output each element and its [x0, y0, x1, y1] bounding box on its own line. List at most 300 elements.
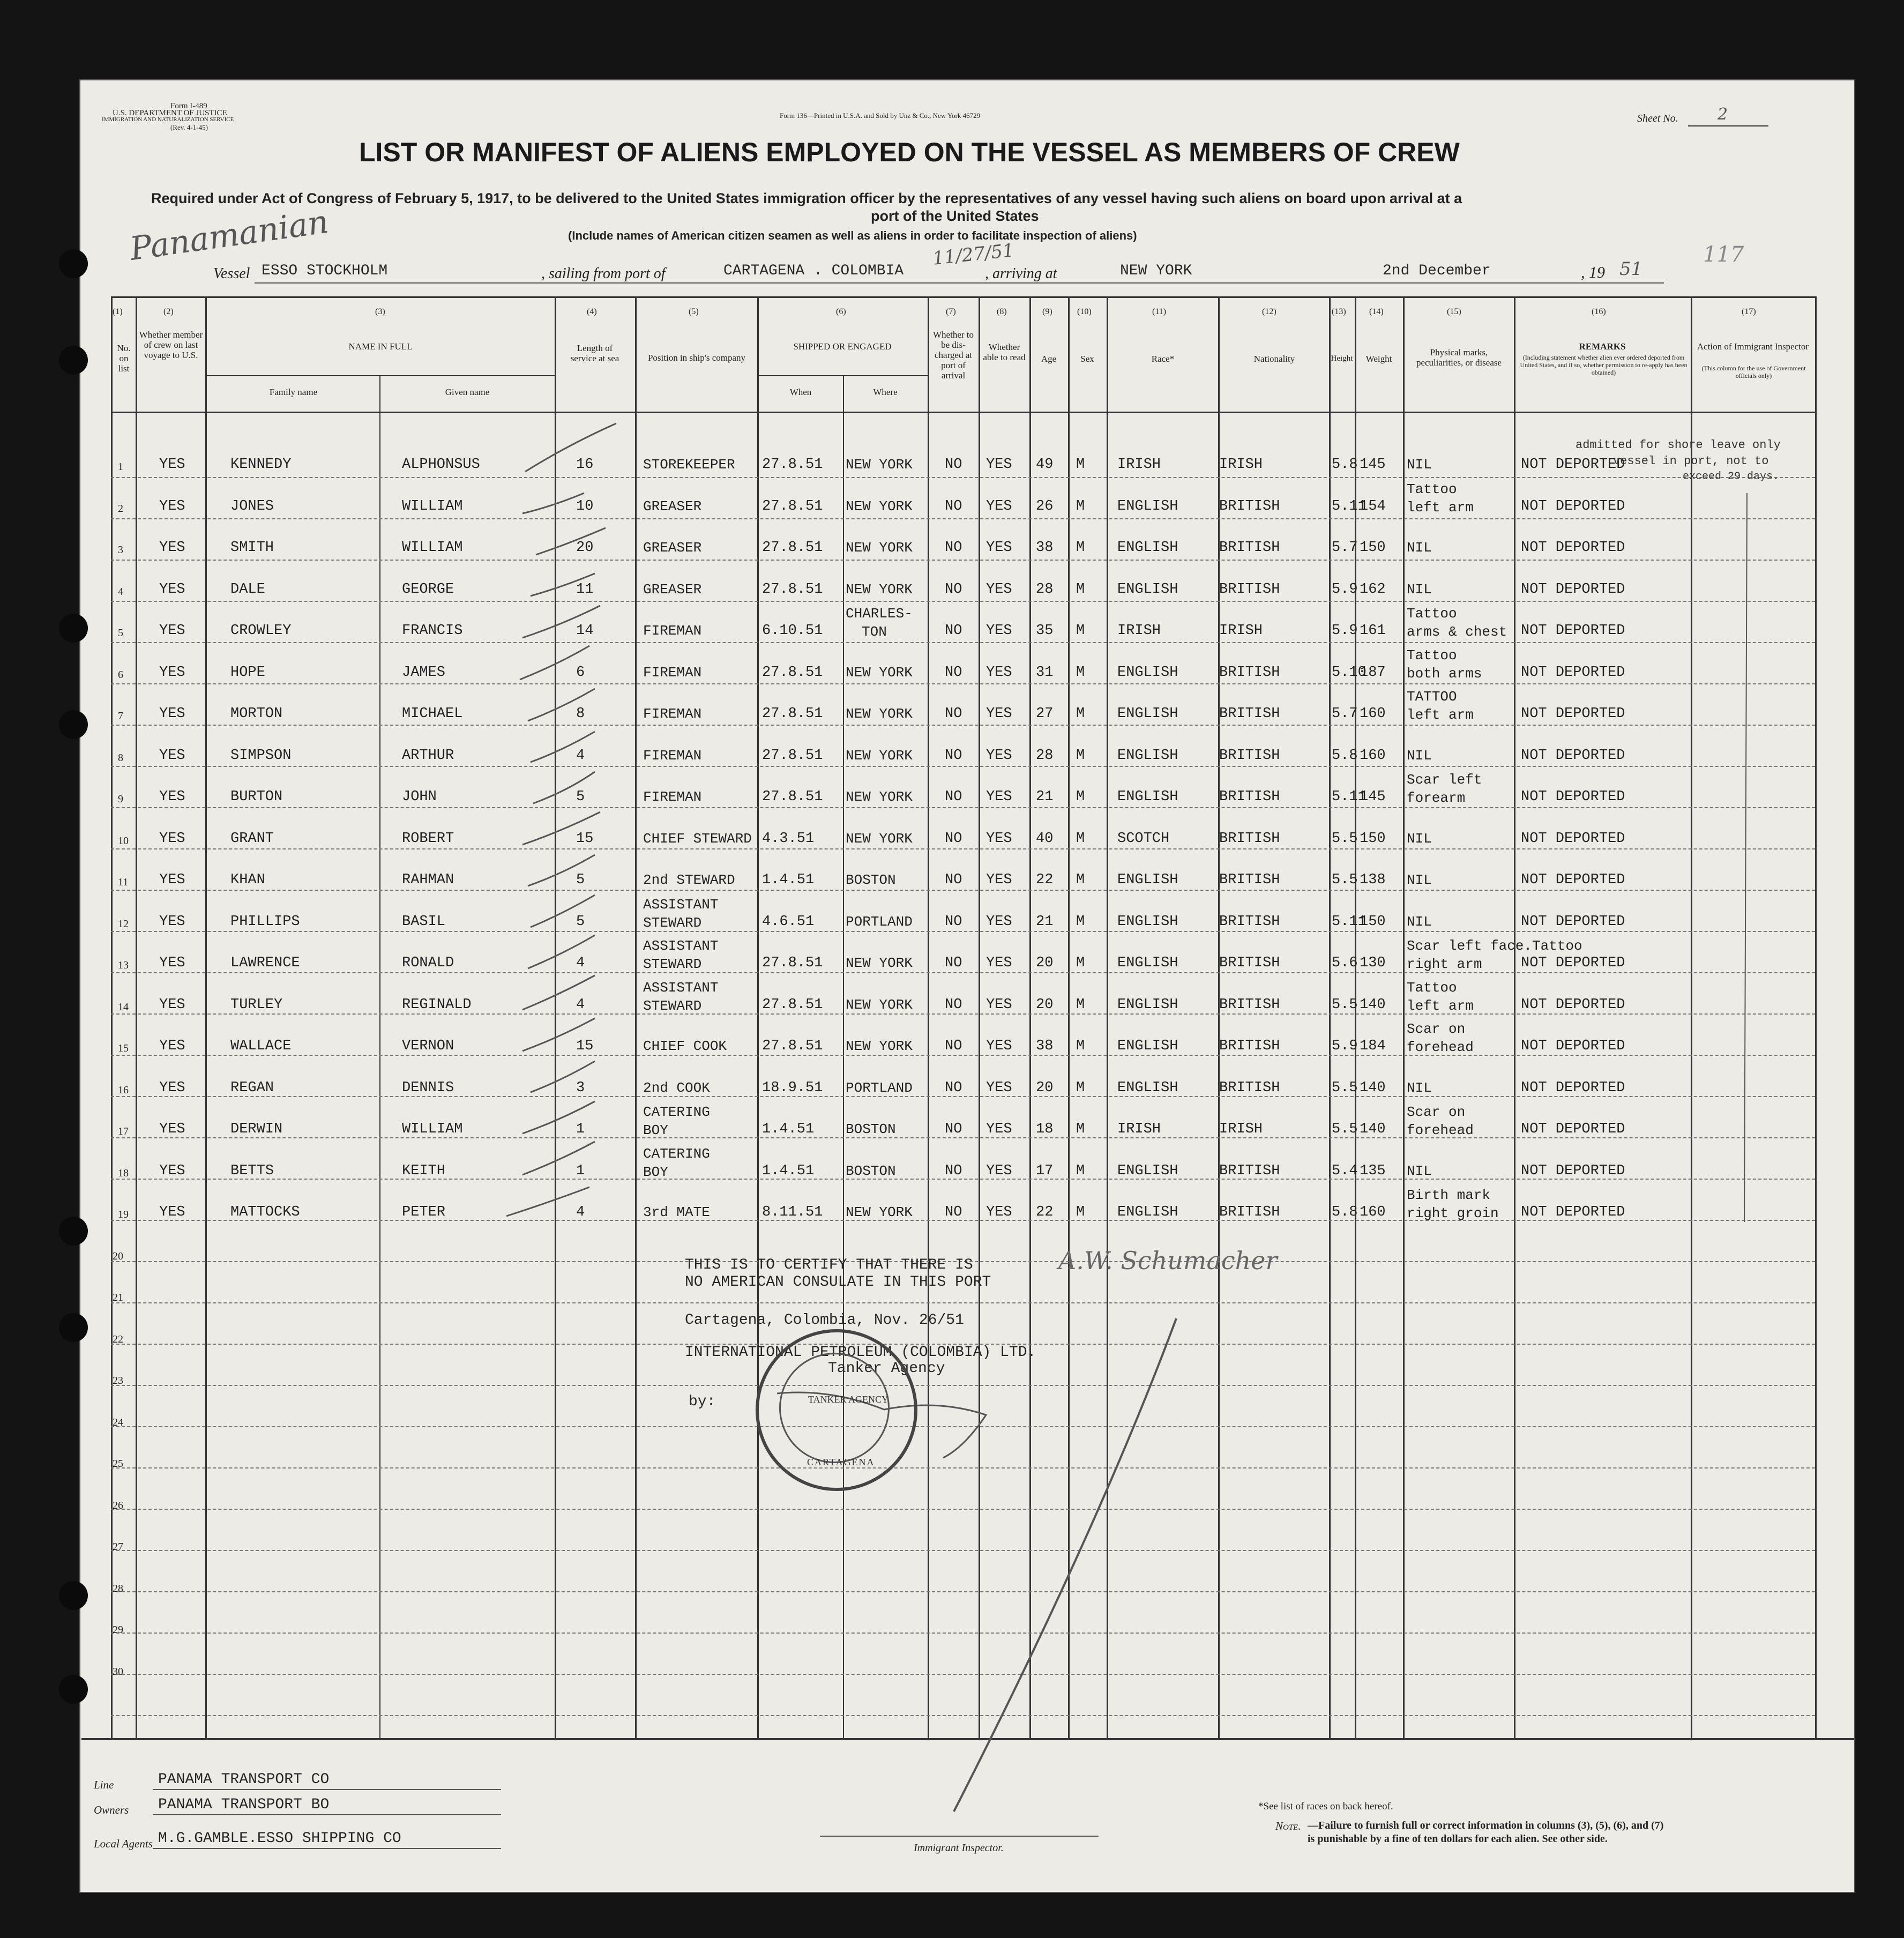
- service-years-cell: 10: [576, 498, 594, 515]
- shipped-when-cell: 8.11.51: [762, 1204, 823, 1220]
- family-name-cell: JONES: [230, 498, 274, 515]
- column-number: (11): [1152, 307, 1167, 316]
- age-cell: 38: [1036, 540, 1054, 556]
- age-cell: 28: [1036, 581, 1054, 598]
- check-mark: [531, 732, 595, 762]
- able-to-read-cell: YES: [986, 623, 1012, 639]
- family-name-cell: LAWRENCE: [230, 955, 300, 971]
- inspector-label: Immigrant Inspector.: [914, 1842, 1004, 1854]
- nationality-cell: BRITISH: [1219, 664, 1280, 681]
- column-number: (15): [1447, 307, 1461, 316]
- nationality-cell: BRITISH: [1219, 1038, 1280, 1054]
- header-remarks: REMARKS: [1579, 341, 1626, 352]
- position-cell: CHIEF COOK: [643, 1038, 727, 1054]
- row-number: 27: [113, 1541, 123, 1553]
- row-number: 9: [118, 793, 123, 805]
- remarks-cell: NOT DEPORTED: [1521, 830, 1625, 847]
- shipped-when-cell: 6.10.51: [762, 623, 823, 639]
- service-years-cell: 20: [576, 540, 594, 556]
- column-number: (12): [1262, 307, 1276, 316]
- race-cell: ENGLISH: [1117, 1079, 1178, 1096]
- footer-agents-underline: [153, 1848, 501, 1849]
- shipped-where-cell: NEW YORK: [846, 457, 913, 473]
- shipped-where-cell: CHARLES-: [846, 606, 913, 622]
- physical-marks-cell: Scar left face.Tattoo: [1407, 938, 1582, 954]
- physical-marks-cell: Tattoo: [1407, 979, 1457, 996]
- shipped-when-cell: 27.8.51: [762, 498, 823, 515]
- position-cell: FIREMAN: [643, 747, 702, 764]
- nationality-cell: BRITISH: [1219, 955, 1280, 971]
- nationality-cell: BRITISH: [1219, 498, 1280, 515]
- sex-cell: M: [1076, 457, 1085, 473]
- given-name-cell: JOHN: [402, 789, 437, 805]
- given-name-cell: WILLIAM: [402, 540, 463, 556]
- physical-marks-cell: NIL: [1407, 457, 1432, 473]
- physical-marks-cell: NIL: [1407, 581, 1432, 598]
- height-cell: 5.9: [1332, 581, 1358, 598]
- handwritten-date: 11/27/51: [931, 240, 1016, 270]
- family-name-cell: GRANT: [230, 830, 274, 847]
- sex-cell: M: [1076, 581, 1085, 598]
- sex-cell: M: [1076, 1079, 1085, 1096]
- header-position: Position in ship's company: [647, 353, 746, 363]
- prev-voyage-cell: YES: [159, 1038, 185, 1054]
- discharged-cell: NO: [945, 1204, 962, 1220]
- header-given-name: Given name: [445, 387, 490, 397]
- header-height: Height: [1331, 354, 1353, 363]
- position-cell: FIREMAN: [643, 664, 702, 681]
- age-cell: 20: [1036, 996, 1054, 1013]
- check-mark: [528, 935, 595, 968]
- note-text-2: is punishable by a fine of ten dollars for each alien. See other side.: [1308, 1833, 1608, 1845]
- height-cell: 5.7: [1332, 706, 1358, 722]
- age-cell: 20: [1036, 1079, 1054, 1096]
- age-cell: 28: [1036, 747, 1054, 764]
- sheet-number: 2: [1718, 105, 1728, 124]
- prev-voyage-cell: YES: [159, 1121, 185, 1137]
- department: U.S. DEPARTMENT OF JUSTICE: [113, 109, 227, 117]
- shipped-where-cell: NEW YORK: [846, 1038, 913, 1054]
- sex-cell: M: [1076, 747, 1085, 764]
- height-cell: 5.6: [1332, 955, 1358, 971]
- height-cell: 5.5: [1332, 830, 1358, 847]
- remarks-cell: NOT DEPORTED: [1521, 996, 1625, 1013]
- row-number: 17: [118, 1125, 129, 1137]
- column-number: (14): [1369, 307, 1384, 316]
- given-name-cell: MICHAEL: [402, 706, 463, 722]
- column-number: (6): [836, 307, 846, 316]
- sex-cell: M: [1076, 1121, 1085, 1137]
- races-note: *See list of races on back hereof.: [1258, 1801, 1393, 1812]
- shipped-where-cell-line2: TON: [862, 624, 887, 640]
- position-cell-line2: STEWARD: [643, 914, 702, 931]
- physical-marks-cell: Birth mark: [1407, 1187, 1491, 1203]
- inspector-underline: [820, 1836, 1099, 1837]
- discharged-cell: NO: [945, 664, 962, 681]
- note-text-1: —Failure to furnish full or correct information in columns (3), (5), (6), and (7): [1308, 1820, 1664, 1831]
- sex-cell: M: [1076, 1204, 1085, 1220]
- nationality-cell: BRITISH: [1219, 913, 1280, 930]
- service-years-cell: 1: [576, 1162, 585, 1179]
- prev-voyage-cell: YES: [159, 623, 185, 639]
- race-cell: ENGLISH: [1117, 540, 1178, 556]
- position-cell: GREASER: [643, 540, 702, 556]
- shipped-when-cell: 27.8.51: [762, 996, 823, 1013]
- company-seal: [756, 1329, 917, 1491]
- service-years-cell: 4: [576, 955, 585, 971]
- check-mark: [531, 1061, 595, 1092]
- certify-line-4: INTERNATIONAL PETROLEUM (COLOMBIA) LTD.: [685, 1344, 1036, 1361]
- prev-voyage-cell: YES: [159, 872, 185, 888]
- remarks-cell: NOT DEPORTED: [1521, 623, 1625, 639]
- check-mark: [522, 812, 600, 845]
- discharged-cell: NO: [945, 581, 962, 598]
- service-years-cell: 15: [576, 830, 594, 847]
- service-years-cell: 11: [576, 581, 594, 598]
- height-cell: 5.5: [1332, 996, 1358, 1013]
- check-mark: [522, 1101, 595, 1134]
- shipped-where-cell: NEW YORK: [846, 830, 913, 847]
- physical-marks-cell-line2: forearm: [1407, 790, 1466, 806]
- discharged-cell: NO: [945, 913, 962, 930]
- shipped-where-cell: NEW YORK: [846, 955, 913, 971]
- height-cell: 5.8: [1332, 1204, 1358, 1220]
- shipped-where-cell: NEW YORK: [846, 540, 913, 556]
- race-cell: ENGLISH: [1117, 955, 1178, 971]
- position-cell: FIREMAN: [643, 706, 702, 722]
- service-years-cell: 3: [576, 1079, 585, 1096]
- prev-voyage-cell: YES: [159, 913, 185, 930]
- sex-cell: M: [1076, 955, 1085, 971]
- sex-cell: M: [1076, 1162, 1085, 1179]
- check-mark: [522, 493, 584, 513]
- column-number: (4): [587, 307, 597, 316]
- position-cell: 2nd STEWARD: [643, 872, 735, 888]
- weight-cell: 160: [1360, 1204, 1386, 1220]
- row-number: 16: [118, 1084, 129, 1096]
- form-number: Form I-489: [170, 102, 207, 110]
- able-to-read-cell: YES: [986, 955, 1012, 971]
- column-number: (16): [1592, 307, 1606, 316]
- check-mark: [522, 1018, 595, 1051]
- race-cell: SCOTCH: [1117, 830, 1170, 847]
- given-name-cell: KEITH: [402, 1162, 446, 1179]
- shipped-when-cell: 27.8.51: [762, 706, 823, 722]
- family-name-cell: KENNEDY: [230, 457, 292, 473]
- header-shipped-where: Where: [873, 387, 898, 397]
- header-remarks-note: (Including statement whether alien ever ordered deported from United States, and if so, whether permission to re-apply has been obtained): [1520, 354, 1688, 376]
- sheet-label: Sheet No.: [1637, 113, 1678, 124]
- position-cell-line2: STEWARD: [643, 997, 702, 1014]
- family-name-cell: BURTON: [230, 789, 283, 805]
- row-number: 8: [118, 751, 123, 764]
- able-to-read-cell: YES: [986, 1204, 1012, 1220]
- sex-cell: M: [1076, 872, 1085, 888]
- position-cell: GREASER: [643, 498, 702, 515]
- weight-cell: 145: [1360, 789, 1386, 805]
- weight-cell: 160: [1360, 747, 1386, 764]
- race-cell: ENGLISH: [1117, 789, 1178, 805]
- given-name-cell: RONALD: [402, 955, 454, 971]
- prev-voyage-cell: YES: [159, 996, 185, 1013]
- family-name-cell: MATTOCKS: [230, 1204, 300, 1220]
- age-cell: 35: [1036, 623, 1054, 639]
- arrival-date: 2nd December: [1383, 263, 1491, 279]
- shipped-when-cell: 4.3.51: [762, 830, 815, 847]
- header-sex: Sex: [1080, 354, 1094, 364]
- row-number: 10: [118, 834, 129, 847]
- position-cell-line2: STEWARD: [643, 956, 702, 972]
- height-cell: 5.11: [1332, 498, 1367, 515]
- nationality-cell: BRITISH: [1219, 789, 1280, 805]
- physical-marks-cell-line2: right arm: [1407, 956, 1482, 972]
- column-number: (5): [689, 307, 699, 316]
- race-cell: IRISH: [1117, 457, 1161, 473]
- prev-voyage-cell: YES: [159, 498, 185, 515]
- family-name-cell: REGAN: [230, 1079, 274, 1096]
- header-shipped-engaged: SHIPPED OR ENGAGED: [793, 341, 892, 352]
- header-discharged: Whether to be dis-charged at port of arrival: [933, 330, 974, 381]
- height-cell: 5.10: [1332, 664, 1367, 681]
- physical-marks-cell: Scar left: [1407, 772, 1482, 788]
- footer-line-label: Line: [94, 1778, 114, 1791]
- able-to-read-cell: YES: [986, 872, 1012, 888]
- shipped-when-cell: 27.8.51: [762, 955, 823, 971]
- nationality-cell: BRITISH: [1219, 830, 1280, 847]
- race-cell: ENGLISH: [1117, 1038, 1178, 1054]
- row-number: 4: [118, 585, 123, 598]
- inspector-diagonal-line: [954, 1318, 1176, 1812]
- seal-city-text: CARTAGENA: [807, 1457, 875, 1467]
- service-years-cell: 5: [576, 789, 585, 805]
- family-name-cell: CROWLEY: [230, 623, 292, 639]
- able-to-read-cell: YES: [986, 789, 1012, 805]
- age-cell: 20: [1036, 955, 1054, 971]
- weight-cell: 130: [1360, 955, 1386, 971]
- able-to-read-cell: YES: [986, 540, 1012, 556]
- row-number: 12: [118, 918, 129, 930]
- shipped-where-cell: NEW YORK: [846, 498, 913, 515]
- physical-marks-cell: Tattoo: [1407, 647, 1457, 664]
- sex-cell: M: [1076, 540, 1085, 556]
- family-name-cell: TURLEY: [230, 996, 283, 1013]
- service-years-cell: 6: [576, 664, 585, 681]
- shipped-when-cell: 27.8.51: [762, 457, 823, 473]
- remarks-cell: NOT DEPORTED: [1521, 540, 1625, 556]
- nationality-cell: IRISH: [1219, 457, 1263, 473]
- height-cell: 5.9: [1332, 1038, 1358, 1054]
- shipped-when-cell: 27.8.51: [762, 581, 823, 598]
- able-to-read-cell: YES: [986, 706, 1012, 722]
- row-number: 3: [118, 544, 123, 556]
- height-cell: 5.7: [1332, 540, 1358, 556]
- row-number: 19: [118, 1209, 129, 1220]
- height-cell: 5.5: [1332, 1121, 1358, 1137]
- race-cell: IRISH: [1117, 623, 1161, 639]
- service-years-cell: 4: [576, 747, 585, 764]
- prev-voyage-cell: YES: [159, 457, 185, 473]
- nationality-cell: BRITISH: [1219, 996, 1280, 1013]
- nationality-cell: BRITISH: [1219, 872, 1280, 888]
- nationality-cell: IRISH: [1219, 623, 1263, 639]
- weight-cell: 140: [1360, 1121, 1386, 1137]
- age-cell: 22: [1036, 872, 1054, 888]
- physical-marks-cell-line2: both arms: [1407, 665, 1482, 682]
- race-cell: ENGLISH: [1117, 1162, 1178, 1179]
- nationality-cell: BRITISH: [1219, 1079, 1280, 1096]
- printer-line: Form 136—Printed in U.S.A. and Sold by Unz & Co., New York 46729: [780, 111, 981, 120]
- physical-marks-cell: TATTOO: [1407, 689, 1457, 705]
- row-number: 29: [113, 1624, 123, 1636]
- header-physical-marks: Physical marks, peculiarities, or disease: [1416, 347, 1502, 368]
- footer-owners-underline: [153, 1814, 501, 1815]
- position-cell: ASSISTANT: [643, 979, 719, 996]
- header-family-name: Family name: [269, 387, 318, 397]
- weight-cell: 162: [1360, 581, 1386, 598]
- shipped-where-cell: BOSTON: [846, 1121, 896, 1137]
- service-years-cell: 5: [576, 872, 585, 888]
- header-nationality: Nationality: [1253, 354, 1295, 364]
- discharged-cell: NO: [945, 1121, 962, 1137]
- remarks-cell: NOT DEPORTED: [1521, 1204, 1625, 1220]
- able-to-read-cell: YES: [986, 913, 1012, 930]
- remarks-cell: NOT DEPORTED: [1521, 457, 1625, 473]
- header-length-service: Length of service at sea: [570, 343, 619, 363]
- race-cell: ENGLISH: [1117, 872, 1178, 888]
- remarks-cell: NOT DEPORTED: [1521, 1121, 1625, 1137]
- physical-marks-cell-line2: left arm: [1407, 499, 1474, 516]
- check-mark: [520, 646, 589, 680]
- physical-marks-cell: Tattoo: [1407, 606, 1457, 622]
- able-to-read-cell: YES: [986, 457, 1012, 473]
- nationality-cell: IRISH: [1219, 1121, 1263, 1137]
- column-number: (9): [1042, 307, 1052, 316]
- family-name-cell: HOPE: [230, 664, 265, 681]
- check-mark: [522, 606, 600, 638]
- discharged-cell: NO: [945, 706, 962, 722]
- shipped-where-cell: NEW YORK: [846, 789, 913, 805]
- row-number: 13: [118, 959, 129, 971]
- prev-voyage-cell: YES: [159, 706, 185, 722]
- remarks-cell: NOT DEPORTED: [1521, 1038, 1625, 1054]
- physical-marks-cell: Tattoo: [1407, 481, 1457, 497]
- physical-marks-cell: NIL: [1407, 913, 1432, 930]
- row-number: 20: [113, 1250, 123, 1262]
- service-years-cell: 16: [576, 457, 594, 473]
- seal-center-text: TANKER AGENCY: [808, 1394, 889, 1405]
- check-mark: [522, 975, 595, 1010]
- subtitle-line-1: Required under Act of Congress of February 5, 1917, to be delivered to the United States immigration officer by the representatives of any vessel having such aliens on board upon arrival at a: [151, 190, 1462, 206]
- family-name-cell: SMITH: [230, 540, 274, 556]
- shipped-when-cell: 27.8.51: [762, 664, 823, 681]
- given-name-cell: PETER: [402, 1204, 446, 1220]
- family-name-cell: BETTS: [230, 1162, 274, 1179]
- age-cell: 27: [1036, 706, 1054, 722]
- discharged-cell: NO: [945, 747, 962, 764]
- height-cell: 5.4: [1332, 1162, 1358, 1179]
- weight-cell: 154: [1360, 498, 1386, 515]
- weight-cell: 138: [1360, 872, 1386, 888]
- given-name-cell: JAMES: [402, 664, 446, 681]
- row-number: 22: [113, 1333, 123, 1345]
- weight-cell: 161: [1360, 623, 1386, 639]
- header-able-to-read: Whether able to read: [983, 342, 1026, 362]
- physical-marks-cell-line2: left arm: [1407, 707, 1474, 723]
- header-no-on-list: No. on list: [117, 343, 131, 374]
- prev-voyage-cell: YES: [159, 747, 185, 764]
- service-years-cell: 5: [576, 913, 585, 930]
- discharged-cell: NO: [945, 996, 962, 1013]
- position-cell: ASSISTANT: [643, 896, 719, 913]
- discharged-cell: NO: [945, 955, 962, 971]
- given-name-cell: GEORGE: [402, 581, 454, 598]
- shipped-when-cell: 18.9.51: [762, 1079, 823, 1096]
- header-name-in-full: NAME IN FULL: [348, 341, 413, 352]
- height-cell: 5.5: [1332, 872, 1358, 888]
- sex-cell: M: [1076, 830, 1085, 847]
- header-inspector-action: Action of Immigrant Inspector: [1697, 341, 1809, 352]
- header-inspector-note: (This column for the use of Government officials only): [1701, 364, 1806, 379]
- shipped-where-cell: NEW YORK: [846, 1204, 913, 1220]
- physical-marks-cell-line2: forehead: [1407, 1122, 1474, 1138]
- certify-line-1: THIS IS TO CERTIFY THAT THERE IS: [685, 1257, 973, 1273]
- column-number: (1): [113, 307, 123, 316]
- race-cell: ENGLISH: [1117, 913, 1178, 930]
- position-cell: STOREKEEPER: [643, 457, 735, 473]
- sex-cell: M: [1076, 706, 1085, 722]
- service-years-cell: 14: [576, 623, 594, 639]
- remarks-cell: NOT DEPORTED: [1521, 872, 1625, 888]
- discharged-cell: NO: [945, 872, 962, 888]
- given-name-cell: RAHMAN: [402, 872, 454, 888]
- prev-voyage-cell: YES: [159, 1162, 185, 1179]
- shipped-when-cell: 4.6.51: [762, 913, 815, 930]
- header-prev-voyage: Whether member of crew on last voyage to U.S.: [139, 330, 203, 360]
- weight-cell: 145: [1360, 457, 1386, 473]
- footer-agents-label: Local Agents: [94, 1837, 153, 1850]
- given-name-cell: DENNIS: [402, 1079, 454, 1096]
- race-cell: ENGLISH: [1117, 498, 1178, 515]
- remarks-cell: NOT DEPORTED: [1521, 789, 1625, 805]
- family-name-cell: MORTON: [230, 706, 283, 722]
- height-cell: 5.5: [1332, 1079, 1358, 1096]
- shipped-where-cell: NEW YORK: [846, 747, 913, 764]
- remarks-annotation: vessel in port, not to: [1613, 454, 1769, 468]
- given-name-cell: ROBERT: [402, 830, 454, 847]
- column-number: (13): [1332, 307, 1346, 316]
- arriving-label: , arriving at: [985, 265, 1057, 282]
- vessel-label: Vessel: [213, 265, 250, 282]
- able-to-read-cell: YES: [986, 996, 1012, 1013]
- sex-cell: M: [1076, 664, 1085, 681]
- race-cell: ENGLISH: [1117, 664, 1178, 681]
- nationality-cell: BRITISH: [1219, 1162, 1280, 1179]
- position-cell: GREASER: [643, 581, 702, 598]
- position-cell: CATERING: [643, 1104, 710, 1120]
- height-cell: 5.11: [1332, 913, 1367, 930]
- weight-cell: 140: [1360, 1079, 1386, 1096]
- prev-voyage-cell: YES: [159, 830, 185, 847]
- discharged-cell: NO: [945, 1038, 962, 1054]
- subtitle-line-2: port of the United States: [871, 208, 1039, 224]
- family-name-cell: DALE: [230, 581, 265, 598]
- remarks-cell: NOT DEPORTED: [1521, 581, 1625, 598]
- position-cell-line2: BOY: [643, 1122, 668, 1138]
- physical-marks-cell-line2: right groin: [1407, 1205, 1499, 1221]
- column-number: (3): [375, 307, 385, 316]
- discharged-cell: NO: [945, 830, 962, 847]
- sex-cell: M: [1076, 913, 1085, 930]
